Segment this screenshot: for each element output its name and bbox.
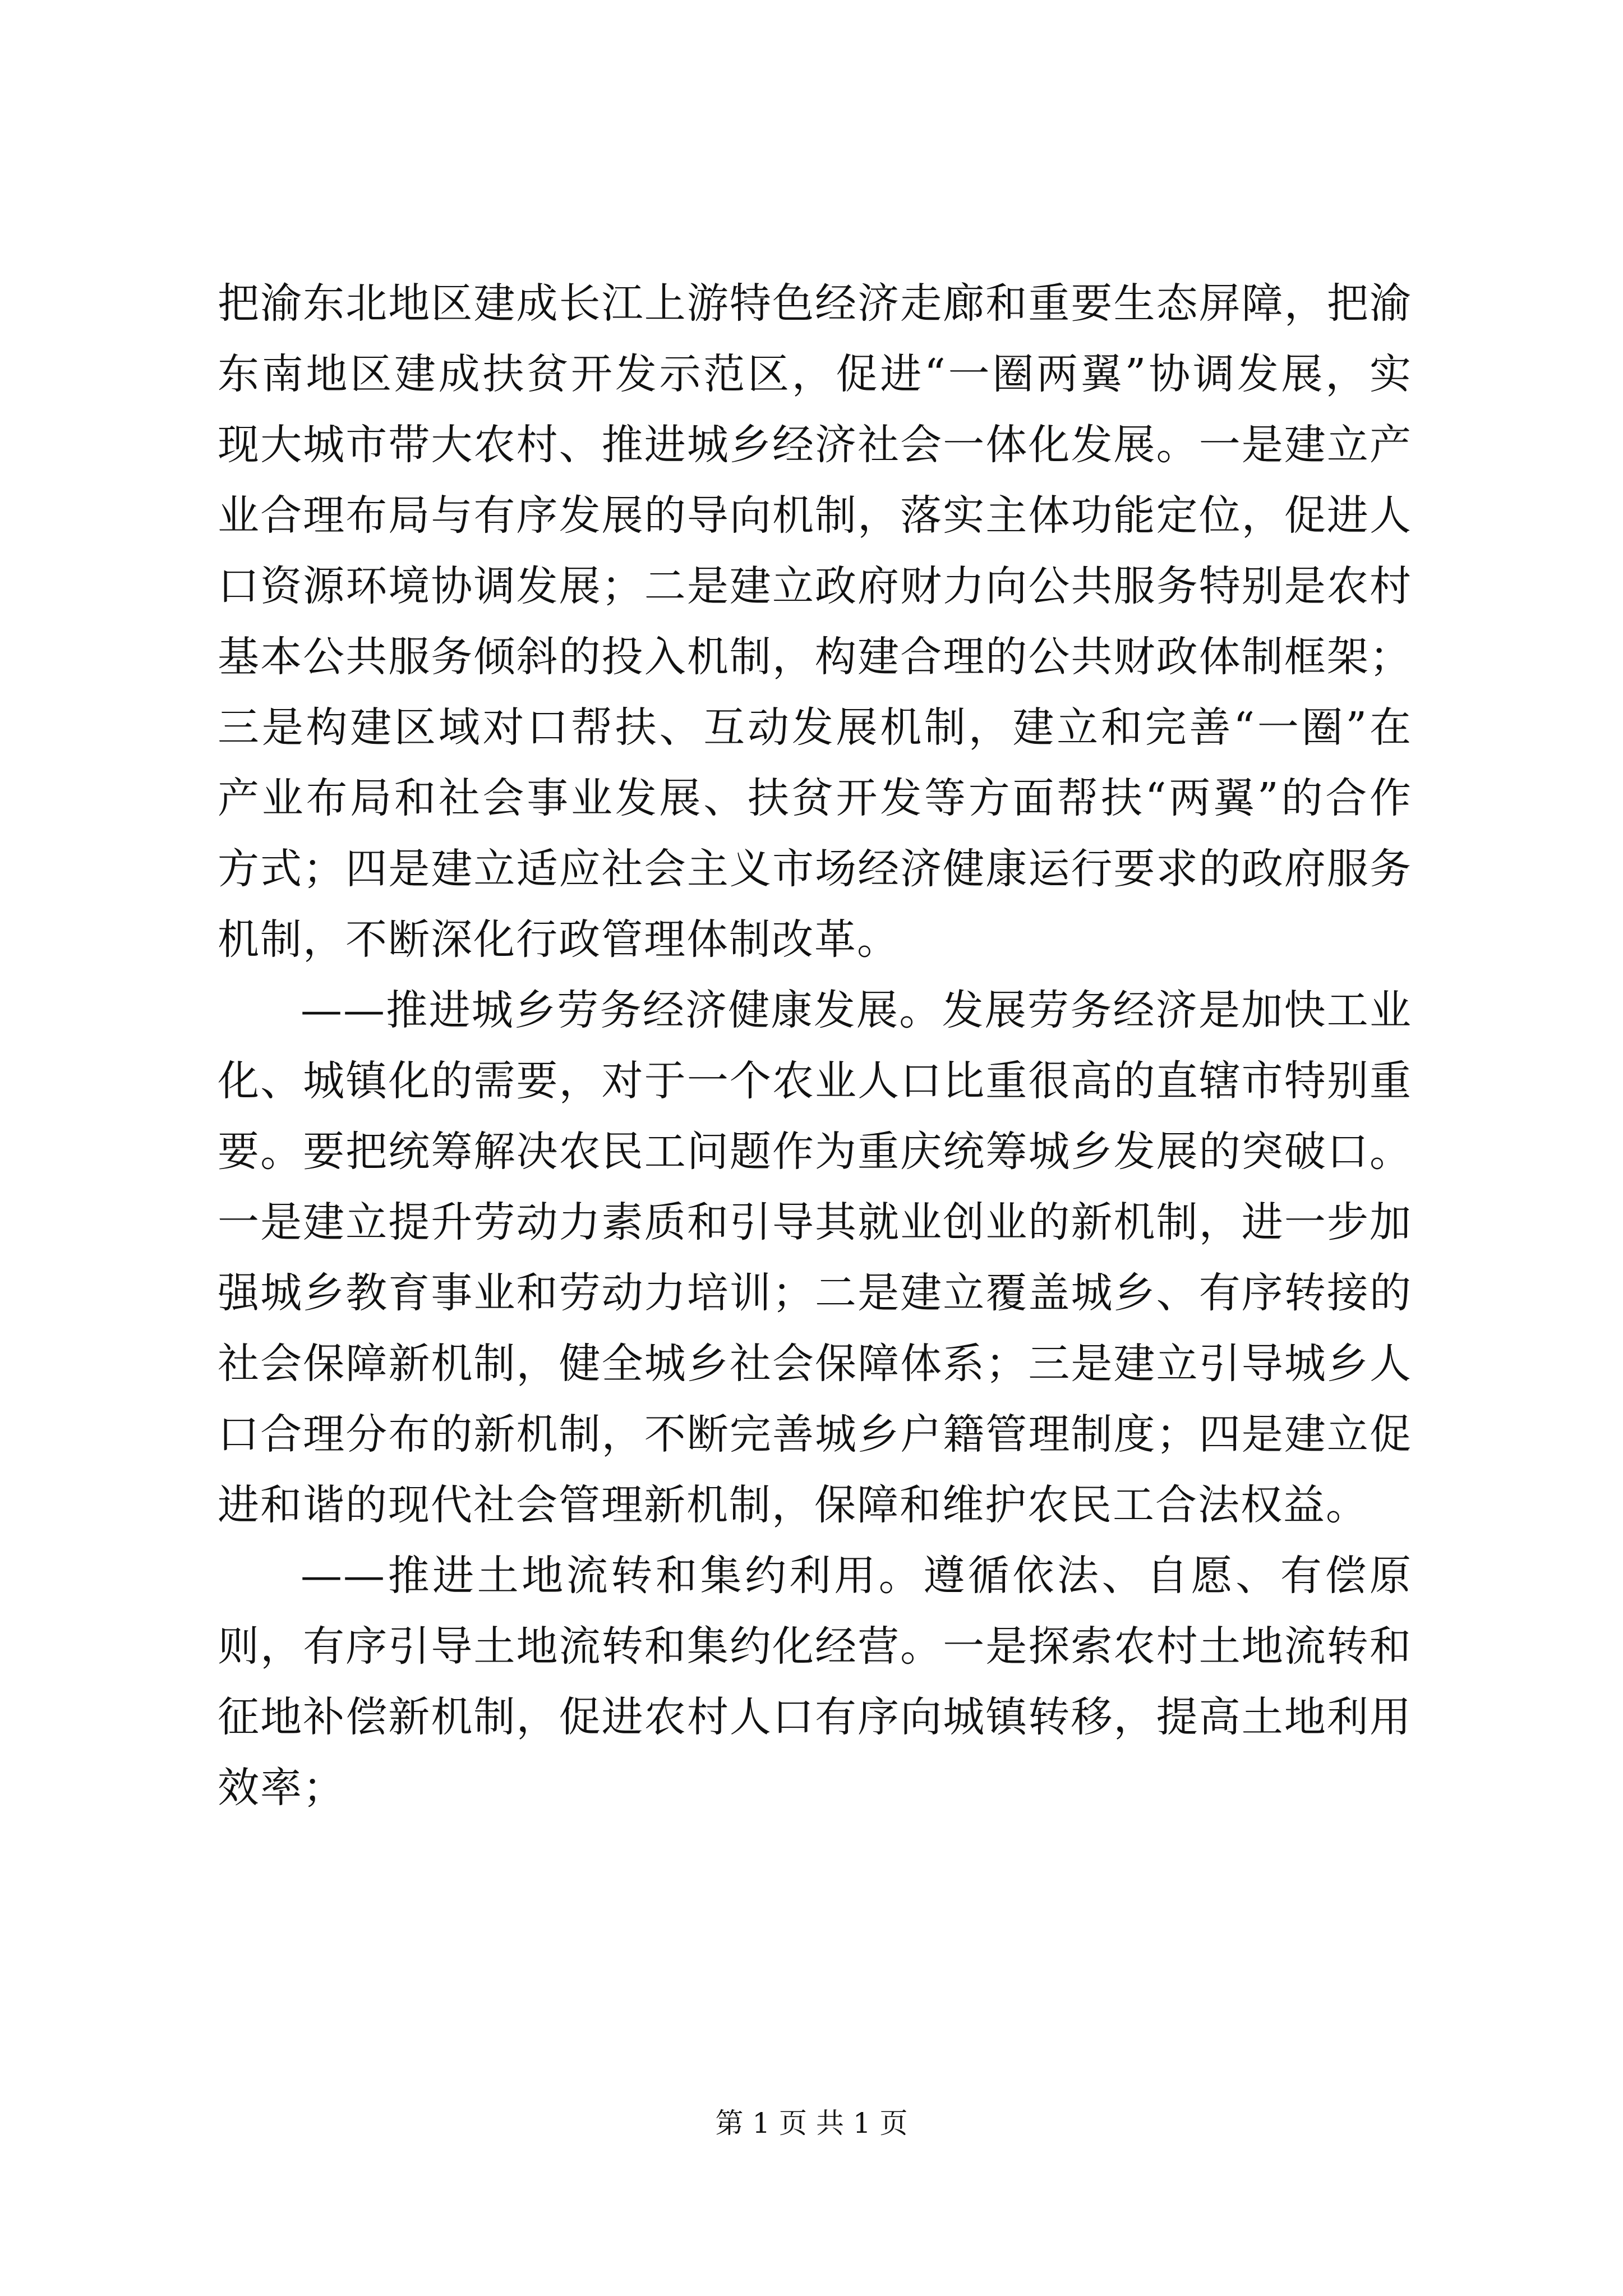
page-footer: 第 1 页 共 1 页	[715, 2107, 908, 2139]
paragraph-3: ——推进土地流转和集约利用。遵循依法、自愿、有偿原则，有序引导土地流转和集约化经营。一是探索农村土地流转和征地补偿新机制，促进农村人口有序向城镇转移，提高土地利用效率；	[218, 1552, 1412, 1812]
paragraph-2: ——推进城乡劳务经济健康发展。发展劳务经济是加快工业化、城镇化的需要，对于一个农业人口比重很高的直辖市特别重要。要把统筹解决农民工问题作为重庆统筹城乡发展的突破口。一是建立提升劳动力素质和引导其就业创业的新机制，进一步加强城乡教育事业和劳动力培训；二是建立覆盖城乡、有序转接的社会保障新机制，健全城乡社会保障体系；三是建立引导城乡人口合理分布的新机制，不断完善城乡户籍管理制度；四是建立促进和谐的现代社会管理新机制，保障和维护农民工合法权益。	[218, 986, 1412, 1529]
document-body	[218, 268, 1412, 1823]
paragraph-1: 把渝东北地区建成长江上游特色经济走廊和重要生态屏障，把渝东南地区建成扶贫开发示范区，促进“一圈两翼”协调发展，实现大城市带大农村、推进城乡经济社会一体化发展。一是建立产业合理布局与有序发展的导向机制，落实主体功能定位，促进人口资源环境协调发展；二是建立政府财力向公共服务特别是农村基本公共服务倾斜的投入机制，构建合理的公共财政体制框架；三是构建区域对口帮扶、互动发展机制，建立和完善“一圈”在产业布局和社会事业发展、扶贫开发等方面帮扶“两翼”的合作方式；四是建立适应社会主义市场经济健康运行要求的政府服务机制，不断深化行政管理体制改革。	[218, 279, 1412, 964]
